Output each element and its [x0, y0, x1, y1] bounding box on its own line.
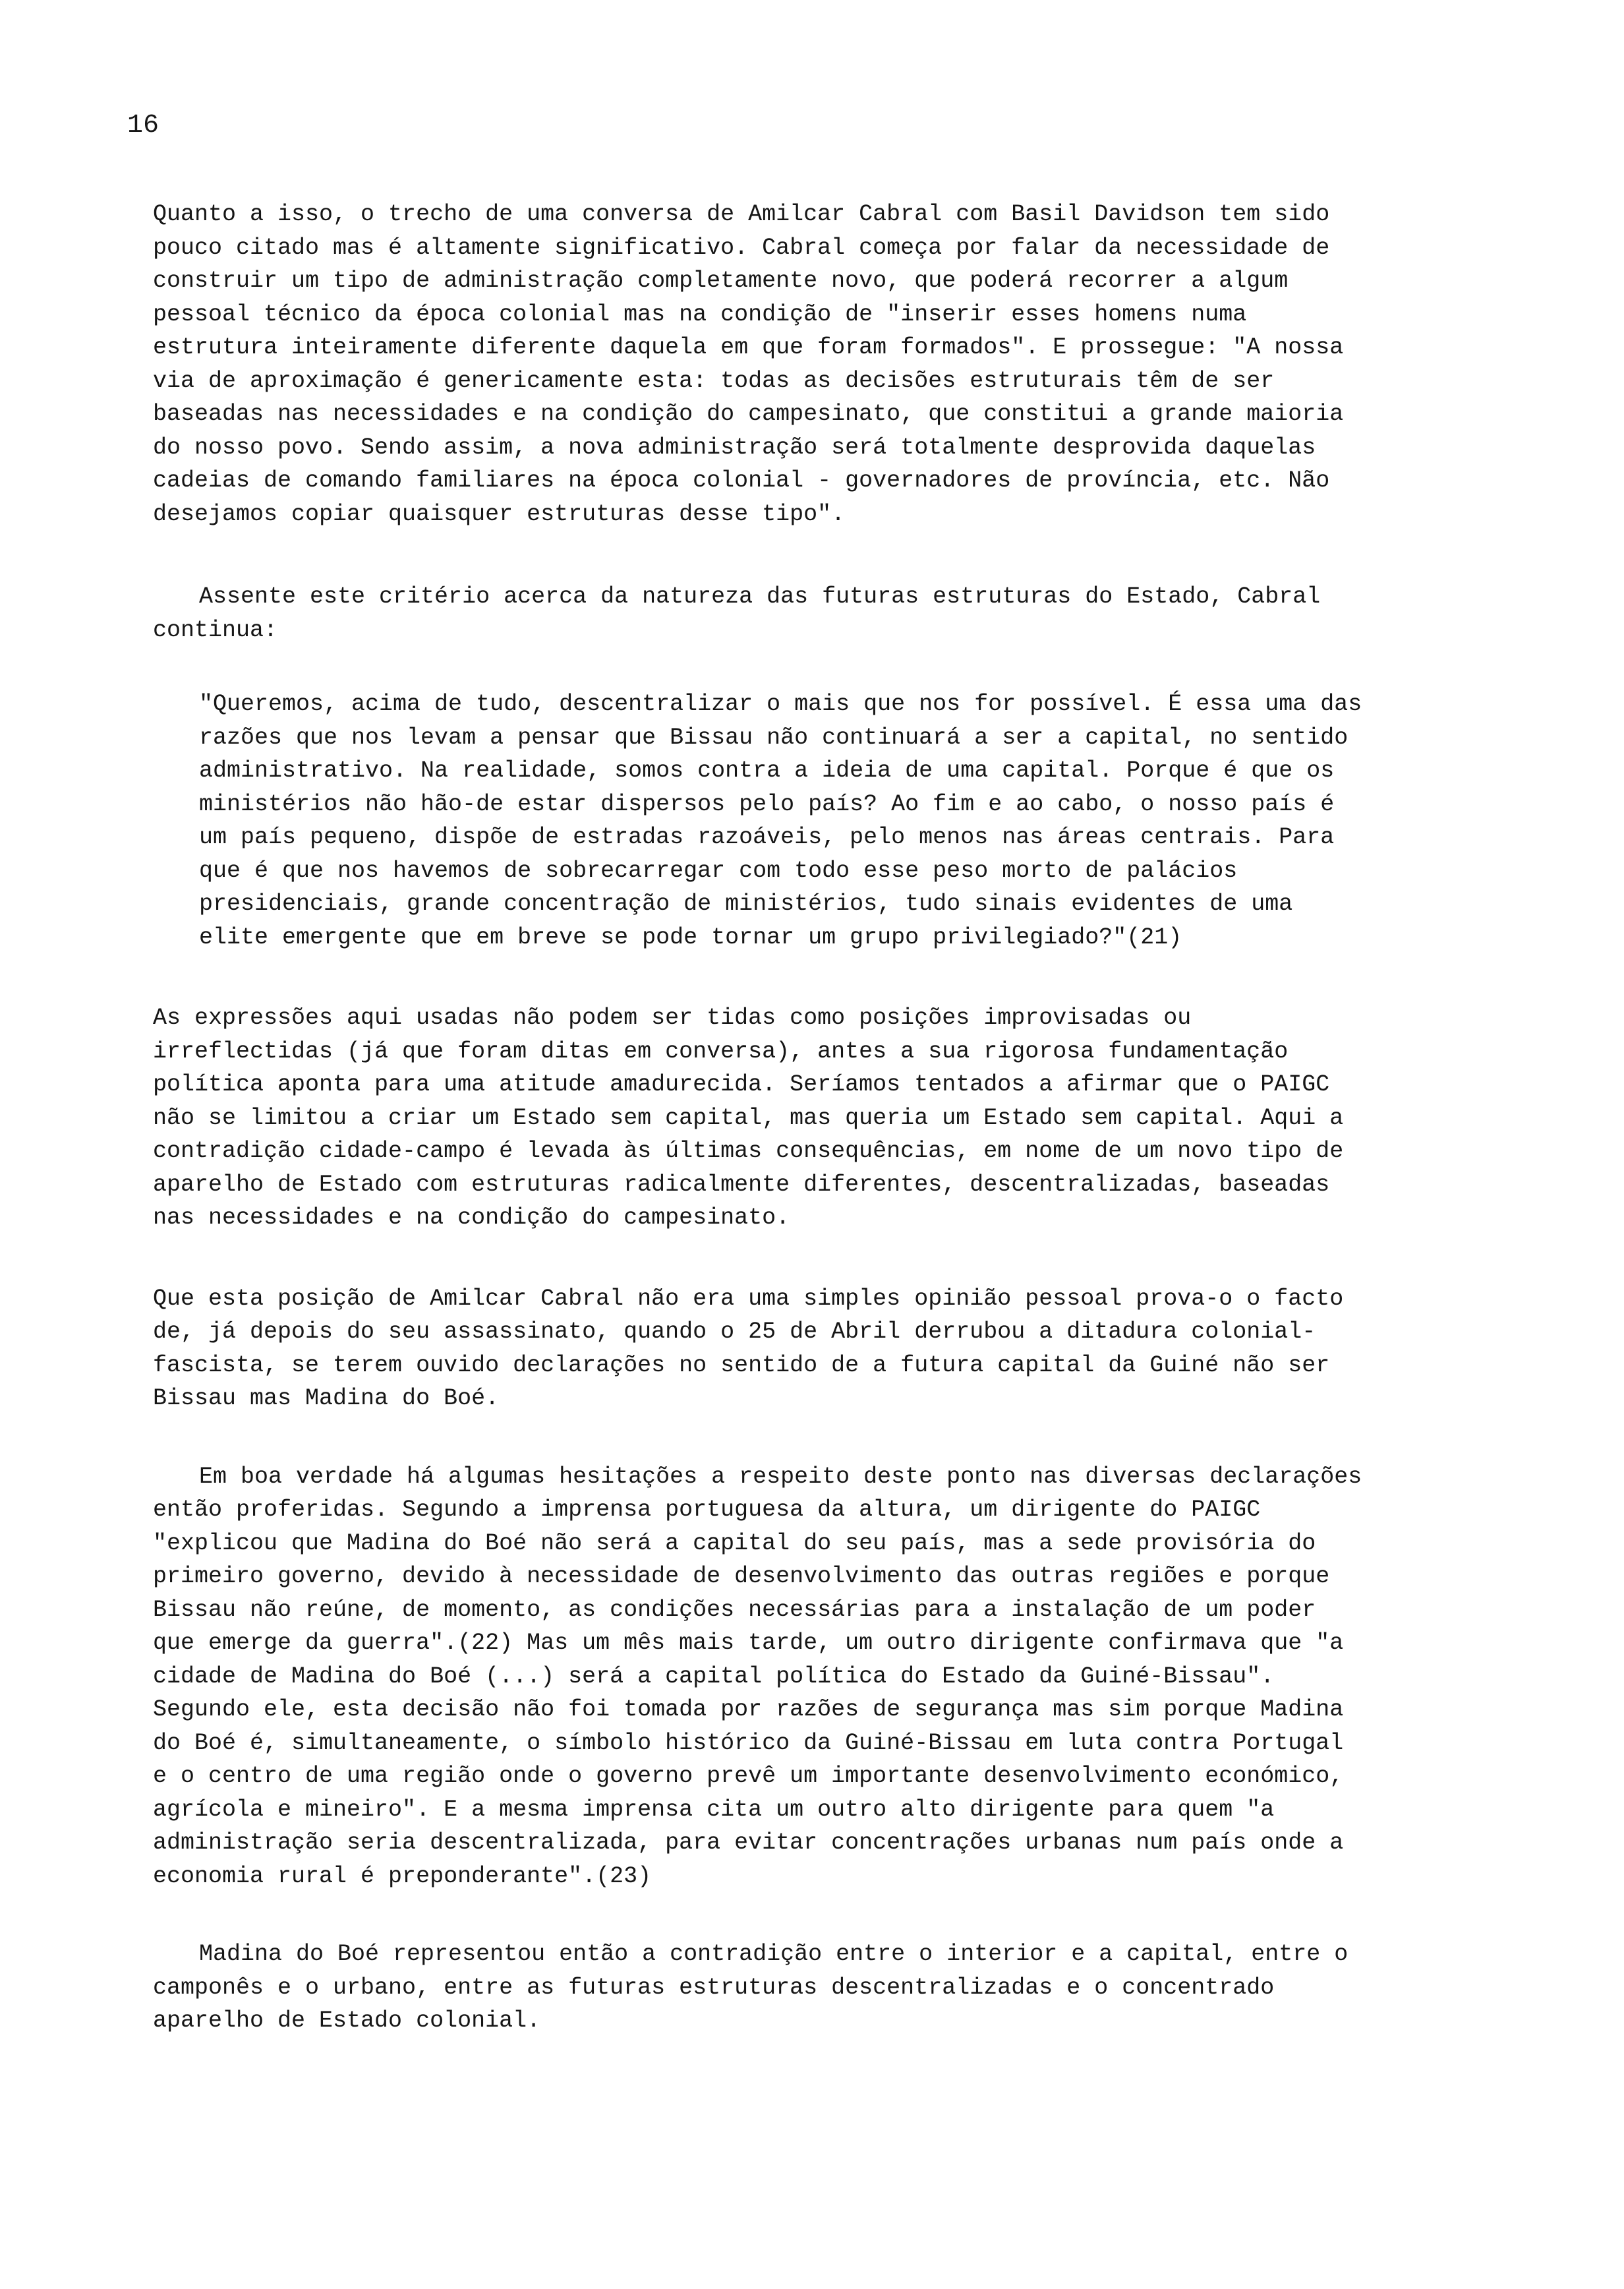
page-number: 16 — [127, 111, 160, 140]
block-quote-decentralization: "Queremos, acima de tudo, descentralizar o mais que nos for possível. É essa uma das razões que nos levam a pensar que Bissau não continuará a ser a capital, no sentido administrativo. Na realidade, somos contra a ideia de uma capital. Porque é que os ministérios não hão-de estar dispersos pelo país? Ao fim e ao cabo, o nosso país é um país pequeno, dispõe de estradas razoáveis, pelo menos nas áreas centrais. Para que é que nos havemos de sobrecarregar com todo esse peso morto de palácios presidenciais, grande concentração de ministérios, tudo sinais evidentes de uma elite emergente que em breve se pode tornar um grupo privilegiado?"(21) — [199, 691, 1376, 951]
paragraph-madina-contradiction: Madina do Boé representou então a contradição entre o interior e a capital, entre o camponês e o urbano, entre as futuras estruturas descentralizadas e o concentrado aparelho de Estado colonial. — [153, 1941, 1362, 2034]
paragraph-expressions-analysis: As expressões aqui usadas não podem ser tidas como posições improvisadas ou irreflectidas (já que foram ditas em conversa), antes a sua rigorosa fundamentação política aponta para uma atitude amadurecida. Seríamos tentados a afirmar que o PAIGC não se limitou a criar um Estado sem capital, mas queria um Estado sem capital. Aqui a contradição cidade-campo é levada às últimas consequências, em nome de um novo tipo de aparelho de Estado com estruturas radicalmente diferentes, descentralizadas, baseadas nas necessidades e na condição do campesinato. — [153, 1005, 1358, 1231]
paragraph-position-after-assassination: Que esta posição de Amilcar Cabral não era uma simples opinião pessoal prova-o o facto de, já depois do seu assassinato, quando o 25 de Abril derrubou a ditadura colonial-fascista, se terem ouvido declarações no sentido de a futura capital da Guiné não ser Bissau mas Madina do Boé. — [153, 1285, 1358, 1412]
body-text — [153, 198, 1376, 2038]
paragraph-cabral-davidson-conversation: Quanto a isso, o trecho de uma conversa de Amilcar Cabral com Basil Davidson tem sido pouco citado mas é altamente significativo. Cabral começa por falar da necessidade de construir um tipo de administração completamente novo, que poderá recorrer a algum pessoal técnico da época colonial mas na condição de "inserir esses homens numa estrutura inteiramente diferente daquela em que foram formados". E prossegue: "A nossa via de aproximação é genericamente esta: todas as decisões estruturais têm de ser baseadas nas necessidades e na condição do campesinato, que constitui a grande maioria do nosso povo. Sendo assim, a nova administração será totalmente desprovida daquelas cadeias de comando familiares na época colonial - governadores de província, etc. Não desejamos copiar quaisquer estruturas desse tipo". — [153, 201, 1358, 527]
paragraph-state-structures-criterion: Assente este critério acerca da natureza das futuras estruturas do Estado, Cabral continua: — [153, 583, 1335, 643]
paragraph-madina-do-boe-hesitations: Em boa verdade há algumas hesitações a respeito deste ponto nas diversas declarações então proferidas. Segundo a imprensa portuguesa da altura, um dirigente do PAIGC "explicou que Madina do Boé não será a capital do seu país, mas a sede provisória do primeiro governo, devido à necessidade de desenvolvimento das outras regiões e porque Bissau não reúne, de momento, as condições necessárias para a instalação de um poder que emerge da guerra".(22) Mas um mês mais tarde, um outro dirigente confirmava que "a cidade de Madina do Boé (...) será a capital política do Estado da Guiné-Bissau". Segundo ele, esta decisão não foi tomada por razões de segurança mas sim porque Madina do Boé é, simultaneamente, o símbolo histórico da Guiné-Bissau em luta contra Portugal e o centro de uma região onde o governo prevê um importante desenvolvimento económico, agrícola e mineiro". E a mesma imprensa cita um outro alto dirigente para quem "a administração seria descentralizada, para evitar concentrações urbanas num país onde a economia rural é preponderante".(23) — [153, 1463, 1376, 1889]
